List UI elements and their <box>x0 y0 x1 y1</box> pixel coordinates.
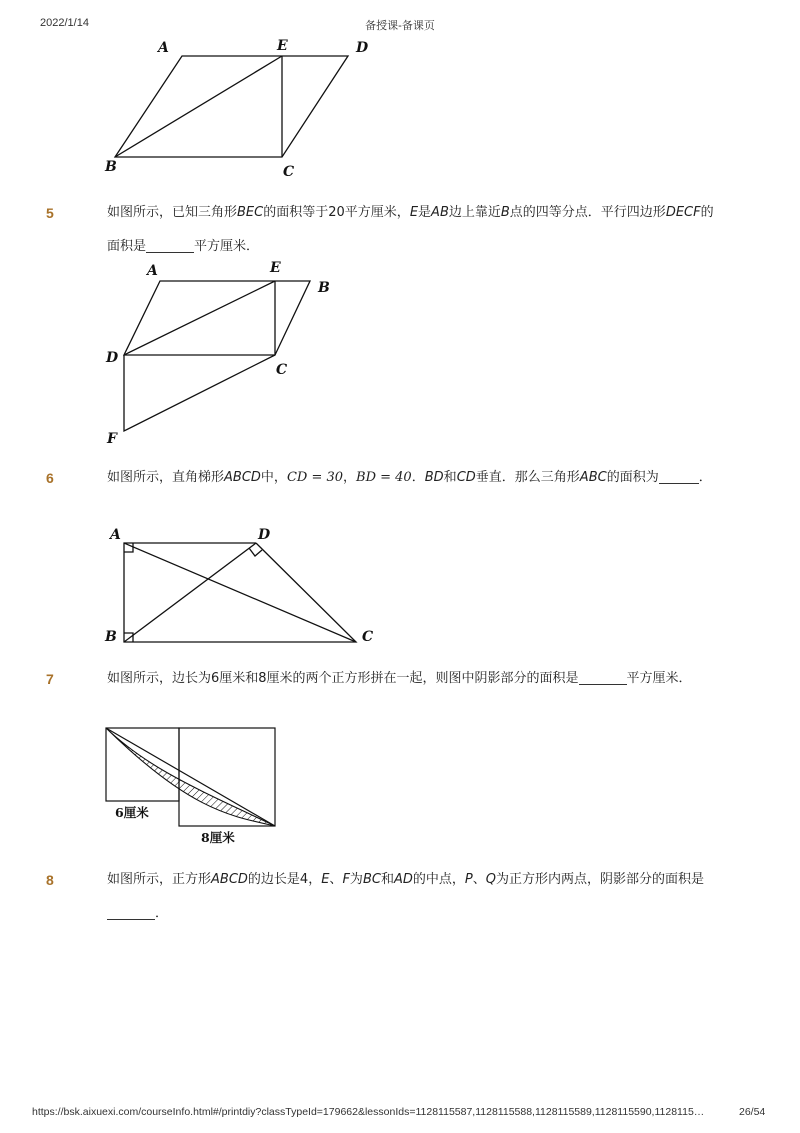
page-number: 26/54 <box>739 1106 766 1118</box>
question-text: 如图所示，已知三角形BEC的面积等于20平方厘米，E是AB边上靠近B点的四等分点．平行四边形DECF的面积是 平方厘米． <box>107 205 714 254</box>
page-title: 备授课-备课页 <box>365 20 435 32</box>
figure-q5 <box>0 255 800 455</box>
label-c: C <box>283 164 295 180</box>
segment-be <box>115 56 282 157</box>
answer-blank[interactable] <box>579 670 627 685</box>
label-b: B <box>318 280 330 296</box>
segment-ac <box>124 543 356 642</box>
question-number: 5 <box>46 205 54 221</box>
question-text: 如图所示，边长为6厘米和8厘米的两个正方形拼在一起，则图中阴影部分的面积是 平方厘米． <box>107 671 692 686</box>
label-d: D <box>258 527 271 543</box>
page-url: https://bsk.aixuexi.com/courseInfo.html#/printdiy?classTypeId=179662&lessonIds=1128115587,1128115588,1128115589,1128115590,1128115… <box>32 1106 705 1118</box>
figure-parallelogram-abcd <box>0 0 800 200</box>
print-date: 2022/1/14 <box>40 17 89 29</box>
question-number: 6 <box>46 470 54 486</box>
label-a: A <box>158 40 169 56</box>
figure-q7 <box>0 720 800 860</box>
right-angle-d <box>249 548 262 556</box>
answer-blank[interactable] <box>107 905 155 920</box>
label-a: A <box>147 263 158 279</box>
segment-bd <box>124 543 256 642</box>
label-6cm: 6厘米 <box>115 805 149 820</box>
label-f: F <box>107 431 117 447</box>
label-e: E <box>277 38 288 54</box>
parallelogram-outline <box>115 56 348 157</box>
label-d: D <box>356 40 369 56</box>
question-text: 如图所示，正方形ABCD的边长是4，E、F为BC和AD的中点，P、Q为正方形内两点，阴影部分的面积是． <box>107 872 704 921</box>
answer-blank[interactable] <box>146 238 194 253</box>
parallelogram-abcd <box>124 281 310 355</box>
label-b: B <box>105 629 117 645</box>
parallelogram-decf <box>124 355 275 431</box>
answer-blank[interactable] <box>659 469 699 484</box>
label-a: A <box>110 527 121 543</box>
question-text: 如图所示，直角梯形ABCD中，CD = 30，BD = 40．BD和CD垂直．那么三角形ABC的面积为 ． <box>107 470 712 485</box>
label-c: C <box>276 362 288 378</box>
figure-q6 <box>0 520 800 660</box>
question-number: 7 <box>46 671 54 687</box>
question-number: 8 <box>46 872 54 888</box>
label-c: C <box>362 629 374 645</box>
label-8cm: 8厘米 <box>201 830 235 845</box>
label-b: B <box>105 159 117 175</box>
segment-de <box>124 281 275 355</box>
label-e: E <box>270 260 281 276</box>
label-d: D <box>106 350 119 366</box>
